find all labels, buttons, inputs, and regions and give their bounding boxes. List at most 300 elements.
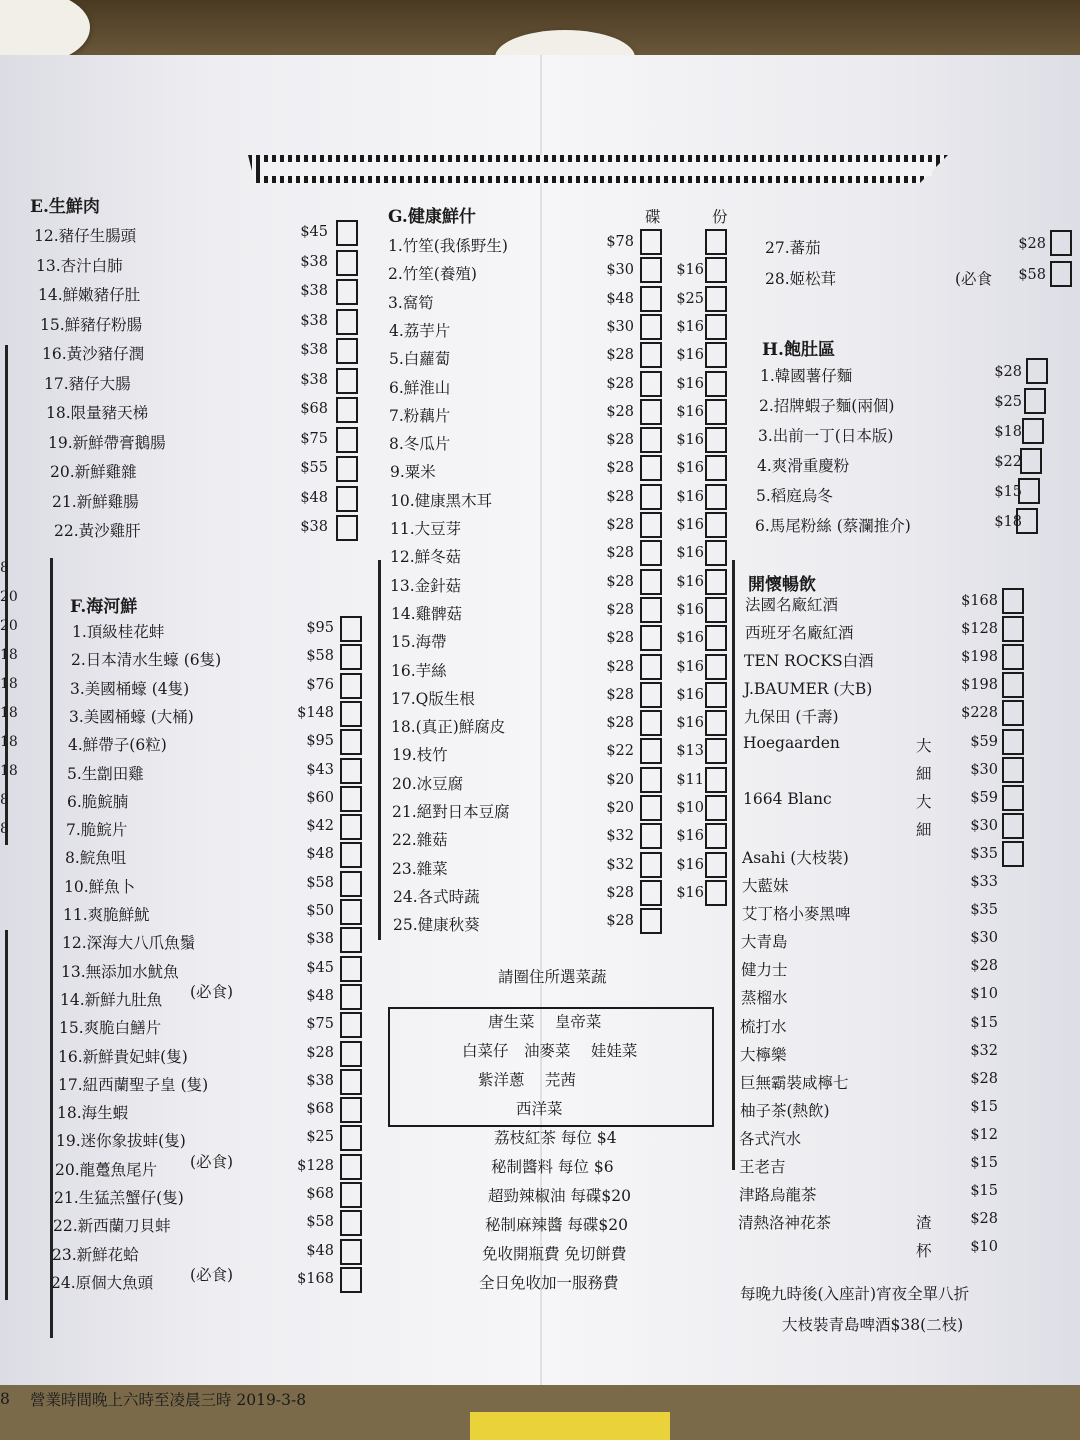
section-f-item-price: $48 xyxy=(306,846,334,863)
page-number-fragment: 8 xyxy=(0,1390,10,1408)
section-g-item-name: 19.枝竹 xyxy=(392,746,448,765)
section-e-item-checkbox[interactable] xyxy=(336,309,358,335)
left-edge-price-fragment: 18 xyxy=(0,734,18,750)
section-f-item-checkbox[interactable] xyxy=(340,758,362,784)
extra-charge-note: 免收開瓶費 免切餅費 xyxy=(482,1245,627,1263)
greek-key-border-inner xyxy=(262,162,932,176)
section-g-plate-price: $28 xyxy=(606,913,634,930)
section-g-extra-item-name: 28.姬松茸 xyxy=(765,270,837,288)
section-g-portion-price: $16 xyxy=(676,347,704,364)
section-g-portion-price: $16 xyxy=(676,856,704,873)
section-e-item-price: $48 xyxy=(300,489,328,506)
left-edge-price-fragment: 8 xyxy=(0,792,9,808)
section-g-portion-checkbox[interactable] xyxy=(705,654,727,680)
section-f-item-name: 20.龍躉魚尾片 xyxy=(55,1160,158,1179)
section-g-portion-checkbox[interactable] xyxy=(705,710,727,736)
section-e-item-price: $55 xyxy=(300,460,328,476)
vegetable-choice-heading: 請圈住所選菜蔬 xyxy=(498,968,607,986)
section-e-item-price: $38 xyxy=(300,253,328,270)
section-e-item-price: $38 xyxy=(300,312,328,329)
drink-name: 法國名廠紅酒 xyxy=(745,596,839,614)
section-g-plate-price: $28 xyxy=(606,488,634,505)
section-g-plate-price: $28 xyxy=(606,375,634,392)
drink-price: $30 xyxy=(970,930,998,947)
drinks-rule xyxy=(732,560,735,1170)
section-g-portion-price: $11 xyxy=(676,771,704,788)
section-f-item-name: 3.美國桶蠔 (4隻) xyxy=(70,679,190,698)
section-e-item-name: 15.鮮豬仔粉腸 xyxy=(40,315,143,334)
section-g-plate-checkbox[interactable] xyxy=(640,455,662,481)
section-g-item-name: 3.窩筍 xyxy=(388,293,434,312)
section-f-item-name: 24.原個大魚頭 xyxy=(51,1273,154,1292)
section-f-item-name: 19.迷你象拔蚌(隻) xyxy=(56,1132,186,1151)
section-f-item-name: 22.新西蘭刀貝蚌 xyxy=(53,1217,171,1236)
section-g-plate-checkbox[interactable] xyxy=(640,852,662,878)
section-g-plate-checkbox[interactable] xyxy=(640,654,662,680)
drink-name: Hoegaarden xyxy=(743,733,840,752)
drink-name: 梳打水 xyxy=(740,1017,787,1036)
section-g-plate-price: $22 xyxy=(606,743,634,760)
section-h-item-price: $28 xyxy=(994,364,1022,380)
section-g-plate-price: $28 xyxy=(606,630,634,647)
drink-price: $15 xyxy=(970,1014,998,1031)
drink-checkbox[interactable] xyxy=(1002,785,1024,811)
section-g-portion-price: $16 xyxy=(676,828,704,845)
section-e-item-checkbox[interactable] xyxy=(336,486,358,512)
section-f-item-name: 11.爽脆鮮魷 xyxy=(63,906,150,924)
section-g-portion-checkbox[interactable] xyxy=(705,682,727,708)
extra-charge-note: 超勁辣椒油 每碟$20 xyxy=(488,1187,632,1205)
section-g-plate-checkbox[interactable] xyxy=(640,710,662,736)
drink-name: TEN ROCKS白酒 xyxy=(744,652,874,671)
section-f-item-checkbox[interactable] xyxy=(340,1041,362,1067)
section-g-plate-price: $28 xyxy=(606,715,634,732)
section-f-item-checkbox[interactable] xyxy=(340,1267,362,1293)
drink-checkbox[interactable] xyxy=(1002,588,1024,614)
vegetable-choice-box xyxy=(388,1007,714,1127)
section-g-portion-checkbox[interactable] xyxy=(705,455,727,481)
section-e-item-price: $68 xyxy=(300,401,328,417)
section-e-item-checkbox[interactable] xyxy=(336,250,358,276)
section-f-item-price: $68 xyxy=(306,1101,334,1118)
section-g-portion-price: $16 xyxy=(676,318,704,335)
section-g-portion-price: $16 xyxy=(676,517,704,533)
drink-price: $35 xyxy=(970,845,998,862)
section-g-plate-price: $78 xyxy=(606,234,634,250)
section-f-item-note: (必食) xyxy=(190,1265,234,1284)
section-g-plate-checkbox[interactable] xyxy=(640,795,662,821)
section-g-portion-checkbox[interactable] xyxy=(705,540,727,566)
section-g-plate-checkbox[interactable] xyxy=(640,399,662,425)
section-g-item-name: 5.白蘿蔔 xyxy=(389,350,451,369)
section-g-portion-checkbox[interactable] xyxy=(705,484,727,510)
left-edge-price-fragment: 8 xyxy=(0,560,9,576)
section-f-item-price: $25 xyxy=(306,1129,334,1146)
section-g-portion-checkbox[interactable] xyxy=(705,399,727,425)
drink-checkbox[interactable] xyxy=(1002,757,1024,783)
section-f-item-name: 23.新鮮花蛤 xyxy=(52,1245,139,1264)
vegetable-option-row: 西洋菜 xyxy=(516,1100,563,1118)
section-g-portion-price: $16 xyxy=(676,488,704,505)
section-f-item-name: 6.脆鯇腩 xyxy=(67,792,129,811)
section-e-item-checkbox[interactable] xyxy=(336,456,358,482)
section-g-plate-price: $28 xyxy=(606,545,634,562)
section-g-portion-checkbox[interactable] xyxy=(705,342,727,368)
left-edge-price-fragment: 20 xyxy=(0,589,18,605)
section-g-item-name: 17.Q版生根 xyxy=(391,689,475,708)
section-g-extra-item-checkbox[interactable] xyxy=(1050,261,1072,287)
section-f-item-price: $95 xyxy=(306,733,334,750)
section-f-item-checkbox[interactable] xyxy=(340,729,362,755)
section-g-item-name: 24.各式時蔬 xyxy=(393,887,480,906)
section-g-rule xyxy=(378,560,381,940)
section-g-item-name: 12.鮮冬菇 xyxy=(390,548,462,567)
section-f-item-checkbox[interactable] xyxy=(340,871,362,897)
section-g-portion-checkbox[interactable] xyxy=(705,314,727,340)
section-g-plate-price: $32 xyxy=(606,856,634,873)
section-e-item-name: 19.新鮮帶膏鵝腸 xyxy=(48,433,166,452)
drink-price: $59 xyxy=(970,789,998,806)
section-f-item-checkbox[interactable] xyxy=(340,899,362,925)
drink-price: $28 xyxy=(970,1211,998,1228)
section-f-item-note: (必食) xyxy=(190,982,234,1001)
drink-name: 清熱洛神花茶 xyxy=(738,1214,832,1233)
drink-size: 大 xyxy=(916,736,932,755)
portion-column-header: 份 xyxy=(712,208,728,226)
section-h-item-name: 4.爽滑重慶粉 xyxy=(757,457,850,475)
section-g-portion-checkbox[interactable] xyxy=(705,625,727,651)
section-f-item-price: $75 xyxy=(306,1016,334,1033)
section-g-portion-price: $16 xyxy=(676,884,704,901)
section-f-item-price: $58 xyxy=(306,648,334,665)
section-f-item-name: 5.生劏田雞 xyxy=(67,764,144,783)
section-h-item-name: 2.招牌蝦子麵(兩個) xyxy=(759,397,895,415)
extra-charge-note: 全日免收加一服務費 xyxy=(479,1274,619,1292)
section-h-item-price: $25 xyxy=(994,394,1022,410)
drink-checkbox[interactable] xyxy=(1002,841,1024,867)
drink-size: 大 xyxy=(916,792,932,811)
section-h-item-name: 5.稻庭烏冬 xyxy=(756,487,833,505)
section-e-item-checkbox[interactable] xyxy=(336,279,358,305)
section-h-item-checkbox[interactable] xyxy=(1026,358,1048,384)
left-edge-price-fragment: 20 xyxy=(0,618,18,634)
section-g-plate-checkbox[interactable] xyxy=(640,597,662,623)
section-g-extra-item-note: (必食 xyxy=(955,270,993,288)
drink-price: $35 xyxy=(970,902,998,919)
section-h-item-checkbox[interactable] xyxy=(1016,508,1038,534)
section-g-portion-price: $16 xyxy=(676,460,704,477)
section-f-item-checkbox[interactable] xyxy=(340,701,362,727)
section-g-plate-checkbox[interactable] xyxy=(640,229,662,255)
section-e-item-name: 12.豬仔生腸頭 xyxy=(34,227,137,245)
extra-charge-note: 秘制麻辣醬 每碟$20 xyxy=(485,1216,629,1234)
section-e-item-checkbox[interactable] xyxy=(336,368,358,394)
drink-checkbox[interactable] xyxy=(1002,672,1024,698)
drink-price: $28 xyxy=(970,958,998,975)
section-f-item-price: $42 xyxy=(306,818,334,835)
beer-promo: 大枝裝青島啤酒$38(二枝) xyxy=(782,1316,964,1334)
section-g-title: G.健康鮮什 xyxy=(388,207,476,227)
section-f-item-checkbox[interactable] xyxy=(340,1097,362,1123)
section-f-item-price: $58 xyxy=(306,874,334,891)
section-f-item-checkbox[interactable] xyxy=(340,1182,362,1208)
drink-checkbox[interactable] xyxy=(1002,616,1024,642)
drink-price: $10 xyxy=(970,986,998,1003)
section-g-portion-price: $16 xyxy=(676,573,704,590)
section-e-item-checkbox[interactable] xyxy=(336,515,358,541)
section-f-item-name: 15.爽脆白鱔片 xyxy=(59,1019,162,1038)
section-e-item-name: 20.新鮮雞雜 xyxy=(50,463,137,481)
drink-name: 健力士 xyxy=(741,961,788,980)
section-f-item-note: (必食) xyxy=(190,1152,234,1171)
section-g-plate-checkbox[interactable] xyxy=(640,823,662,849)
section-g-portion-checkbox[interactable] xyxy=(705,512,727,538)
section-e-item-name: 14.鮮嫩豬仔肚 xyxy=(38,286,141,304)
section-f-item-checkbox[interactable] xyxy=(340,1210,362,1236)
section-g-portion-price: $16 xyxy=(676,658,704,675)
section-g-item-name: 13.金針菇 xyxy=(390,576,462,595)
section-g-item-name: 18.(真正)鮮腐皮 xyxy=(391,718,506,737)
drink-size: 細 xyxy=(916,764,932,783)
section-f-item-checkbox[interactable] xyxy=(340,1069,362,1095)
section-g-plate-price: $28 xyxy=(606,573,634,590)
section-f-item-checkbox[interactable] xyxy=(340,984,362,1010)
section-h-item-price: $18 xyxy=(994,424,1022,440)
section-f-item-checkbox[interactable] xyxy=(340,616,362,642)
section-g-portion-checkbox[interactable] xyxy=(705,569,727,595)
section-g-extra-item-checkbox[interactable] xyxy=(1050,230,1072,256)
section-g-item-name: 9.粟米 xyxy=(390,463,436,482)
section-g-extra-item-price: $28 xyxy=(1018,236,1046,252)
section-f-item-checkbox[interactable] xyxy=(340,1239,362,1265)
drink-price: $32 xyxy=(970,1042,998,1059)
section-g-plate-price: $20 xyxy=(606,771,634,788)
section-f-item-checkbox[interactable] xyxy=(340,1154,362,1180)
vegetable-option-row: 唐生菜 皇帝菜 xyxy=(488,1013,602,1031)
left-edge-rule-lower xyxy=(5,930,8,1300)
section-g-plate-checkbox[interactable] xyxy=(640,512,662,538)
section-g-portion-price: $16 xyxy=(676,686,704,703)
drink-price: $168 xyxy=(961,593,998,609)
section-f-item-name: 14.新鮮九肚魚 xyxy=(60,990,163,1009)
section-f-item-checkbox[interactable] xyxy=(340,842,362,868)
section-g-portion-price: $16 xyxy=(676,403,704,420)
section-g-plate-checkbox[interactable] xyxy=(640,767,662,793)
section-f-item-name: 16.新鮮貴妃蚌(隻) xyxy=(58,1047,188,1066)
section-e-item-checkbox[interactable] xyxy=(336,338,358,364)
section-g-plate-checkbox[interactable] xyxy=(640,286,662,312)
section-f-item-price: $43 xyxy=(306,761,334,778)
section-f-item-name: 10.鮮魚卜 xyxy=(64,877,136,896)
section-e-item-name: 18.限量豬天梯 xyxy=(46,404,149,422)
section-f-item-price: $48 xyxy=(306,1242,334,1259)
section-g-portion-price: $13 xyxy=(676,743,704,760)
section-g-portion-checkbox[interactable] xyxy=(705,823,727,849)
section-f-item-price: $28 xyxy=(306,1044,334,1061)
drink-price: $30 xyxy=(970,761,998,778)
section-f-item-name: 8.鯇魚咀 xyxy=(65,849,127,868)
section-f-item-price: $58 xyxy=(306,1214,334,1231)
section-g-item-name: 14.雞髀菇 xyxy=(391,604,463,623)
drink-size: 杯 xyxy=(916,1242,932,1261)
section-g-item-name: 4.荔芋片 xyxy=(389,321,451,340)
section-f-item-name: 12.深海大八爪魚鬚 xyxy=(62,934,196,953)
section-h-item-name: 6.馬尾粉絲 (蔡瀾推介) xyxy=(755,517,911,535)
drink-name: 各式汽水 xyxy=(739,1129,802,1148)
section-e-item-price: $38 xyxy=(300,371,328,388)
section-g-plate-checkbox[interactable] xyxy=(640,682,662,708)
section-g-portion-checkbox[interactable] xyxy=(705,795,727,821)
section-g-plate-price: $28 xyxy=(606,686,634,703)
section-g-plate-price: $28 xyxy=(606,658,634,675)
section-g-portion-checkbox[interactable] xyxy=(705,597,727,623)
section-g-portion-price: $16 xyxy=(676,601,704,618)
section-f-item-checkbox[interactable] xyxy=(340,956,362,982)
section-g-portion-checkbox[interactable] xyxy=(705,880,727,906)
section-g-plate-checkbox[interactable] xyxy=(640,484,662,510)
section-f-item-checkbox[interactable] xyxy=(340,814,362,840)
section-g-plate-checkbox[interactable] xyxy=(640,569,662,595)
section-g-item-name: 10.健康黑木耳 xyxy=(390,491,493,510)
section-e-item-checkbox[interactable] xyxy=(336,220,358,246)
section-f-item-price: $50 xyxy=(306,903,334,919)
section-g-item-name: 16.芋絲 xyxy=(391,661,447,680)
section-g-plate-price: $30 xyxy=(606,262,634,279)
section-f-item-checkbox[interactable] xyxy=(340,1125,362,1151)
extra-charge-note: 秘制醬料 每位 $6 xyxy=(491,1158,614,1176)
section-g-portion-checkbox[interactable] xyxy=(705,229,727,255)
section-g-item-name: 2.竹笙(養殖) xyxy=(388,265,477,284)
drink-price: $128 xyxy=(961,621,998,638)
section-e-item-checkbox[interactable] xyxy=(336,427,358,453)
drink-checkbox[interactable] xyxy=(1002,813,1024,839)
section-f-item-checkbox[interactable] xyxy=(340,644,362,670)
drink-name: 柚子茶(熱飲) xyxy=(740,1101,830,1120)
section-g-item-name: 7.粉藕片 xyxy=(389,406,451,425)
section-g-plate-price: $30 xyxy=(606,318,634,335)
section-g-item-name: 11.大豆芽 xyxy=(390,520,462,538)
drink-price: $10 xyxy=(970,1239,998,1256)
drink-size: 細 xyxy=(916,820,932,839)
section-h-item-name: 1.韓國薯仔麵 xyxy=(760,367,853,385)
section-f-item-checkbox[interactable] xyxy=(340,927,362,953)
section-g-plate-checkbox[interactable] xyxy=(640,314,662,340)
section-f-item-name: 13.無添加水魷魚 xyxy=(61,962,179,981)
drink-price: $15 xyxy=(970,1183,998,1200)
section-g-plate-price: $28 xyxy=(606,403,634,420)
section-e-item-checkbox[interactable] xyxy=(336,397,358,423)
section-g-plate-checkbox[interactable] xyxy=(640,738,662,764)
section-h-item-checkbox[interactable] xyxy=(1018,478,1040,504)
section-f-item-name: 1.頂級桂花蚌 xyxy=(72,623,165,641)
section-g-item-name: 22.雜菇 xyxy=(392,831,448,850)
section-f-item-checkbox[interactable] xyxy=(340,1012,362,1038)
section-g-item-name: 1.竹笙(我係野生) xyxy=(388,237,508,255)
section-g-plate-checkbox[interactable] xyxy=(640,427,662,453)
drinks-title: 開懷暢飲 xyxy=(748,575,816,595)
section-g-portion-checkbox[interactable] xyxy=(705,852,727,878)
section-g-extra-item-price: $58 xyxy=(1018,267,1046,283)
left-edge-price-fragment: 18 xyxy=(0,705,18,721)
left-edge-price-fragment: 18 xyxy=(0,647,18,663)
section-g-portion-checkbox[interactable] xyxy=(705,257,727,283)
section-f-item-price: $48 xyxy=(306,987,334,1004)
section-f-item-checkbox[interactable] xyxy=(340,786,362,812)
section-g-portion-checkbox[interactable] xyxy=(705,427,727,453)
drink-checkbox[interactable] xyxy=(1002,644,1024,670)
section-f-item-name: 2.日本清水生蠔 (6隻) xyxy=(71,651,222,670)
drink-price: $15 xyxy=(970,1155,998,1171)
section-h-item-price: $22 xyxy=(994,454,1022,470)
section-g-item-name: 25.健康秋葵 xyxy=(393,916,480,935)
section-h-item-checkbox[interactable] xyxy=(1022,418,1044,444)
drink-price: $33 xyxy=(970,874,998,890)
section-e-title: E.生鮮肉 xyxy=(30,197,100,217)
drink-checkbox[interactable] xyxy=(1002,729,1024,755)
section-f-item-name: 4.鮮帶子(6粒) xyxy=(68,736,167,755)
section-g-portion-price: $16 xyxy=(676,630,704,647)
section-g-plate-checkbox[interactable] xyxy=(640,342,662,368)
section-h-title: H.飽肚區 xyxy=(762,340,835,360)
section-g-portion-checkbox[interactable] xyxy=(705,738,727,764)
section-e-item-price: $38 xyxy=(300,342,328,358)
section-g-plate-price: $28 xyxy=(606,517,634,533)
section-g-portion-checkbox[interactable] xyxy=(705,767,727,793)
drink-name: 九保田 (千壽) xyxy=(744,708,839,727)
section-g-portion-price: $16 xyxy=(676,545,704,562)
section-e-item-name: 16.黃沙豬仔潤 xyxy=(42,345,145,363)
section-g-item-name: 23.雜菜 xyxy=(392,859,448,878)
opening-hours: 營業時間晚上六時至凌晨三時 2019-3-8 xyxy=(30,1391,307,1409)
extra-charge-note: 荔枝紅茶 每位 $4 xyxy=(494,1129,617,1147)
section-g-plate-price: $48 xyxy=(606,290,634,307)
section-g-portion-price: $16 xyxy=(676,432,704,449)
section-f-item-price: $76 xyxy=(306,676,334,693)
section-g-plate-checkbox[interactable] xyxy=(640,257,662,283)
section-g-item-name: 6.鮮淮山 xyxy=(389,378,451,397)
section-f-item-checkbox[interactable] xyxy=(340,673,362,699)
section-h-item-checkbox[interactable] xyxy=(1024,388,1046,414)
section-g-portion-price: $10 xyxy=(676,800,704,816)
section-h-item-name: 3.出前一丁(日本版) xyxy=(758,427,894,445)
drink-price: $28 xyxy=(970,1070,998,1087)
section-g-plate-checkbox[interactable] xyxy=(640,625,662,651)
section-g-plate-checkbox[interactable] xyxy=(640,880,662,906)
section-g-plate-checkbox[interactable] xyxy=(640,908,662,934)
drink-price: $12 xyxy=(970,1126,998,1143)
section-g-portion-checkbox[interactable] xyxy=(705,371,727,397)
drink-price: $198 xyxy=(961,649,998,666)
drink-checkbox[interactable] xyxy=(1002,700,1024,726)
drink-name: 大藍妹 xyxy=(742,877,789,895)
left-edge-price-fragment: 18 xyxy=(0,763,18,779)
section-g-portion-checkbox[interactable] xyxy=(705,286,727,312)
drink-name: 蒸榴水 xyxy=(741,989,788,1008)
section-f-item-price: $38 xyxy=(306,1072,334,1089)
section-f-item-price: $68 xyxy=(306,1186,334,1202)
section-g-plate-checkbox[interactable] xyxy=(640,540,662,566)
section-h-item-price: $15 xyxy=(994,484,1022,500)
section-f-item-price: $168 xyxy=(297,1270,334,1287)
vegetable-option-row: 紫洋蔥 芫茜 xyxy=(478,1071,576,1089)
section-g-plate-checkbox[interactable] xyxy=(640,371,662,397)
section-g-item-name: 20.冰豆腐 xyxy=(392,774,464,793)
section-e-item-price: $45 xyxy=(300,224,328,240)
section-h-item-checkbox[interactable] xyxy=(1020,448,1042,474)
late-night-promo: 每晚九時後(入座計)宵夜全單八折 xyxy=(740,1285,970,1303)
section-g-plate-price: $28 xyxy=(606,884,634,901)
plate-column-header: 碟 xyxy=(645,208,661,226)
